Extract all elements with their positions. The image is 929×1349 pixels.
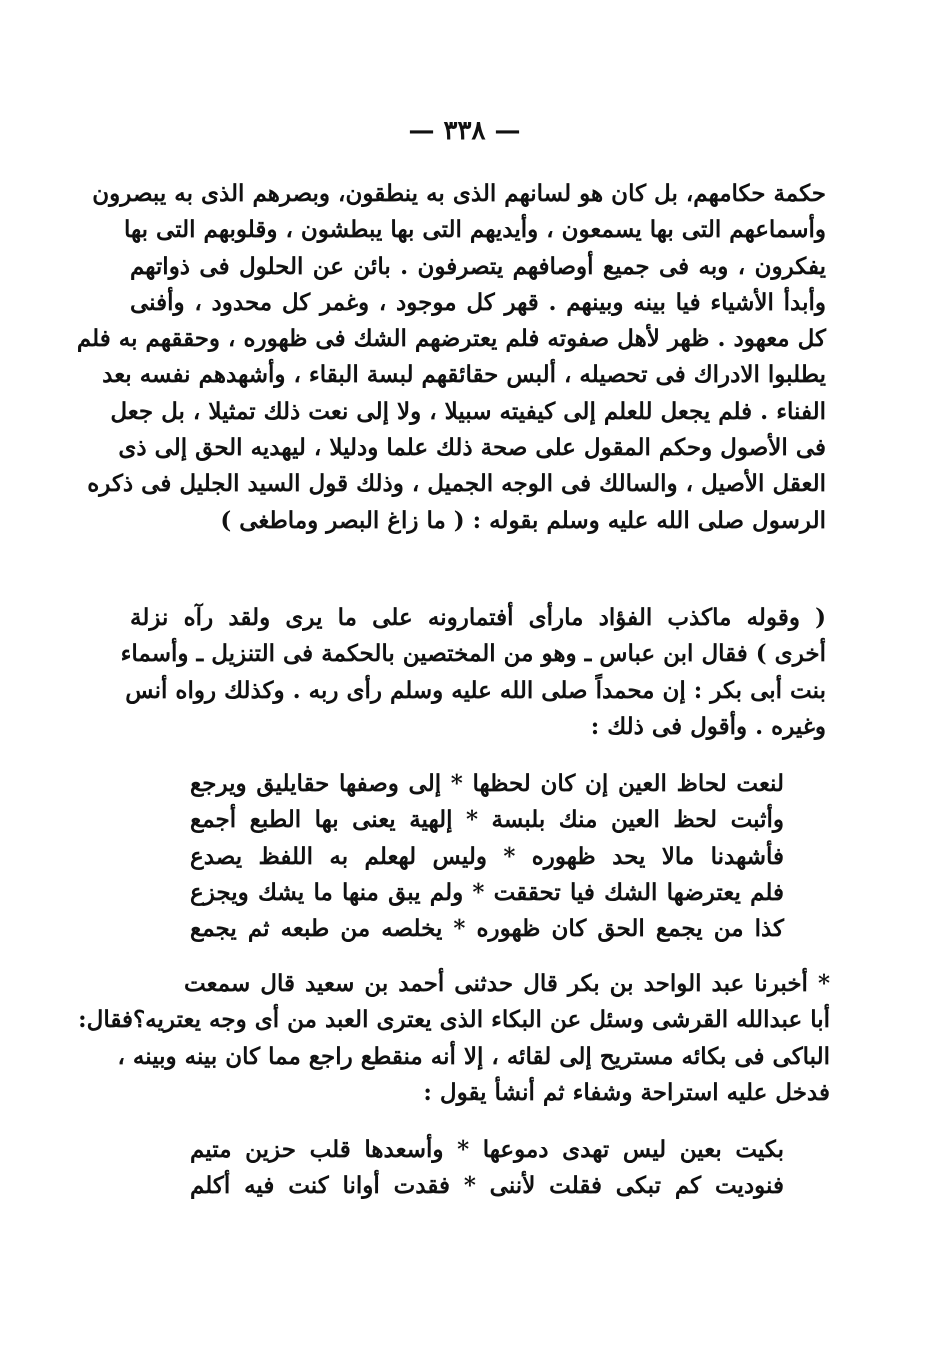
paragraph-3: [78, 966, 830, 1111]
text-line: كل معهود . ظهر لأهل صفوته فلم يعترضهم الشك فى ظهوره ، وحققهم به فلم: [76, 325, 826, 353]
text-line: فدخل عليه استراحة وشفاء ثم أنشأ يقول :: [423, 1078, 830, 1106]
verse-line: فلم يعترضها الشك فيا تحققت * ولم يبق منها ما يشك ويجزع: [190, 878, 784, 906]
verse-line: بكيت بعين ليس تهدى دموعها * وأسعدها قلب حزين متيم: [190, 1136, 784, 1163]
text-line: وأسماعهم التى بها يسمعون ، وأيديهم التى بها يبطشون ، وقلوبهم التى بها: [124, 216, 826, 244]
text-line: وأبدأ الأشياء فيا بينه وبينهم . قهر كل موجود ، وغمر كل محدود ، وأفنى: [130, 288, 826, 316]
text-line: يفكرون ، وبه فى جميع أوصافهم يتصرفون . بائن عن الحلول فى ذواتهم: [130, 252, 826, 280]
verse-block-2: [190, 1132, 784, 1205]
text-line: فى الأصول وحكم المقول على صحة ذلك علما ودليلا ، ليهديه الحق إلى ذى: [118, 434, 826, 462]
verse-line: لنعت لحاظ العين إن كان لحظها * إلى وصفها حقايليق ويرجع: [190, 770, 784, 797]
text-line: الفناء . فلم يجعل للعلم إلى كيفيته سبيلا ، ولا إلى نعت ذلك تمثيلا ، بل جعل: [110, 397, 826, 425]
verse-block-1: [190, 766, 784, 947]
paragraph-2: [120, 600, 826, 745]
page-number: — ٣٣٨ —: [408, 116, 521, 146]
text-line: بنت أبى بكر : إن محمداً صلى الله عليه وسلم رأى ربه . وكذلك رواه أنس: [125, 676, 826, 704]
verse-line: فأشهدنا مالا يحد ظهوره * وليس لهعلم به اللفظ يصدع: [190, 842, 784, 870]
text-line: أخرى ) فقال ابن عباس ـ وهو من المختصين بالحكمة فى التنزيل ـ وأسماء: [120, 640, 826, 668]
paragraph-1: [76, 176, 826, 539]
verse-line: وأثبت لحظ العين منك بلبسة * إلهية يعنى بها الطبع أجمع: [190, 806, 784, 834]
verse-line: فنوديت كم تبكى فقلت لأننى * فقدت أوانا كنت فيه أكلم: [190, 1172, 784, 1200]
verse-line: كذا من يجمع الحق كان ظهوره * يخلصه من طبعه ثم يجمع: [190, 915, 784, 943]
text-line: الباكى فى بكائه مستريح إلى لقائه ، إلا أنه منقطع راجع مما كان بينه وبينه ،: [117, 1042, 830, 1070]
text-line: يطلبوا الادراك فى تحصيله ، ألبس حقائقهم لبسة البقاء ، وأشهدهم نفسه بعد: [102, 361, 826, 389]
text-line: الرسول صلى الله عليه وسلم بقوله : ( ما زاغ البصر وماطغى ): [220, 506, 826, 534]
text-line: أبا عبدالله القرشى وسئل عن البكاء الذى يعترى العبد من أى وجه يعتريه؟فقال:: [78, 1006, 830, 1034]
text-line: ( وقوله ماكذب الفؤاد مارأى أفتمارونه على ما يرى ولقد رآه نزلة: [130, 604, 826, 631]
text-line: حكمة حكامهم، بل كان هو لسانهم الذى به ينطقون، وبصرهم الذى به يبصرون: [92, 180, 826, 207]
text-line: العقل الأصيل ، والسالك فى الوجه الجميل ، وذلك قول السيد الجليل فى ذكره: [87, 470, 826, 498]
text-line: وغيره . وأقول فى ذلك :: [590, 712, 826, 740]
text-line: * أخبرنا عبد الواحد بن بكر قال حدثنى أحمد بن سعيد قال سمعت: [184, 970, 830, 997]
